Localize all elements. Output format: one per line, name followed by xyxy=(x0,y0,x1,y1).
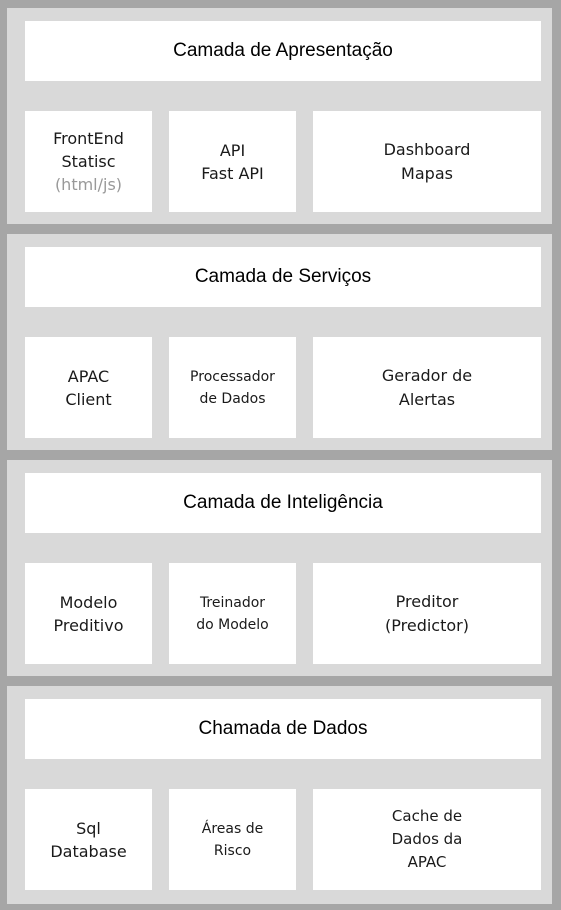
component-line: Risco xyxy=(213,842,252,859)
component-line: de Dados xyxy=(199,390,266,407)
component-line: do Modelo xyxy=(196,616,269,633)
component-alert-generator xyxy=(313,337,541,438)
layer-intelligence xyxy=(7,460,552,676)
component-line: Modelo xyxy=(59,592,118,612)
component-line: API xyxy=(219,140,246,160)
component-line-muted: (html/js) xyxy=(54,175,123,194)
layer-title-presentation: Camada de Apresentação xyxy=(25,21,541,81)
component-data-processor xyxy=(169,337,296,438)
layer-presentation xyxy=(7,8,552,224)
component-line: Gerador de xyxy=(381,365,473,385)
component-line: Dashboard xyxy=(383,139,471,159)
component-api xyxy=(169,111,296,212)
component-line: Processador xyxy=(190,368,275,385)
component-line: Áreas de xyxy=(201,820,264,837)
component-apac-client xyxy=(25,337,152,438)
component-apac-cache xyxy=(313,789,541,890)
component-line: Treinador xyxy=(199,594,266,611)
layer-title-intelligence: Camada de Inteligência xyxy=(25,473,541,533)
component-sql-database xyxy=(25,789,152,890)
component-dashboard xyxy=(313,111,541,212)
component-model-trainer xyxy=(169,563,296,664)
layer-data xyxy=(7,686,552,904)
component-line: APAC xyxy=(407,853,447,871)
component-line: Preditivo xyxy=(53,615,124,635)
component-predictor xyxy=(313,563,541,664)
component-line: Database xyxy=(50,841,127,861)
layer-title-data: Chamada de Dados xyxy=(25,699,541,759)
component-line: Preditor xyxy=(395,591,459,611)
component-line: Fast API xyxy=(201,163,264,183)
component-frontend-static xyxy=(25,111,152,212)
component-line: (Predictor) xyxy=(385,615,469,635)
layer-title-services: Camada de Serviços xyxy=(25,247,541,307)
component-line: Cache de xyxy=(391,807,463,825)
component-line: Alertas xyxy=(398,389,456,409)
component-line: Client xyxy=(65,389,112,409)
layer-services xyxy=(7,234,552,450)
component-predictive-model xyxy=(25,563,152,664)
component-line: APAC xyxy=(67,366,110,386)
component-line: Mapas xyxy=(401,163,453,183)
component-line: FrontEnd xyxy=(53,129,124,148)
component-line: Dados da xyxy=(391,830,463,848)
component-line: Statisc xyxy=(61,152,116,171)
component-line: Sql xyxy=(76,818,101,838)
component-risk-areas xyxy=(169,789,296,890)
